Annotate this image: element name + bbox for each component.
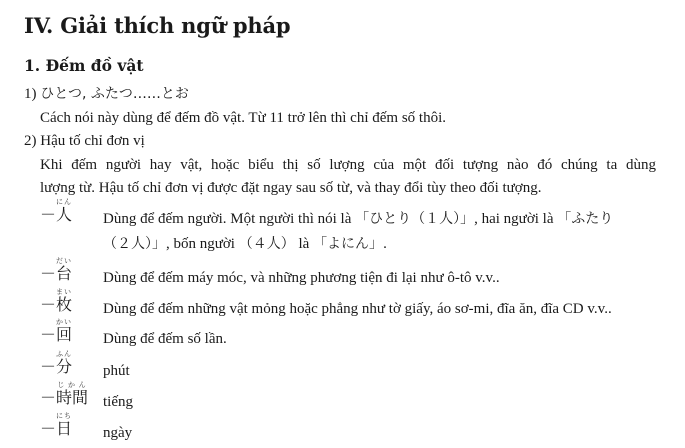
counter-nichi: [40, 412, 100, 439]
counter-jikan: [40, 381, 110, 408]
item-1-japanese: ひとつ, ふたつ……とお: [40, 86, 189, 102]
counter-nichi-description: ngày: [103, 425, 133, 441]
dash-symbol: －: [40, 205, 57, 224]
dash-symbol: －: [40, 264, 57, 283]
counter-kanji: 台だい: [56, 257, 73, 283]
counter-kai-description: Dùng để đếm số lần.: [103, 331, 227, 347]
item-2-paragraph-line-2: lượng từ. Hậu tố chỉ đơn vị được đặt ngay sau số từ, và thay đổi tùy theo đối tượng.: [40, 180, 542, 196]
dash-symbol: －: [40, 419, 57, 438]
counter-dai: [40, 257, 100, 284]
counter-nin-description-line-1: Dùng để đếm người. Một người thì nói là 「ひとり（１人）」, hai người là 「ふたり: [103, 211, 614, 227]
counter-kanji: 枚まい: [56, 288, 73, 314]
item-2-paragraph-line-1: Khi đếm người hay vật, hoặc biểu thị số lượng của một đối tượng nào đó chúng ta dùng: [40, 157, 656, 173]
dash-symbol: －: [40, 295, 57, 314]
counter-jikan-description: tiếng: [103, 394, 133, 410]
furigana: ふん: [56, 350, 73, 358]
section-title: IV. Giải thích ngữ pháp: [24, 13, 291, 38]
counter-mai-description: Dùng để đếm những vật mỏng hoặc phẳng như tờ giấy, áo sơ-mi, đĩa ăn, đĩa CD v.v..: [103, 301, 612, 317]
counter-kai: [40, 318, 100, 345]
counter-kanji: 日にち: [56, 412, 73, 438]
counter-kanji: 分ふん: [56, 350, 73, 376]
counter-dai-description: Dùng để đếm máy móc, và những phương tiện đi lại như ô-tô v.v..: [103, 270, 500, 286]
counter-fun-description: phút: [103, 363, 130, 379]
dash-symbol: －: [40, 388, 57, 407]
counter-kanji: 回かい: [56, 318, 73, 344]
item-1-description: Cách nói này dùng để đếm đồ vật. Từ 11 trở lên thì chỉ đếm số thôi.: [40, 110, 446, 126]
counter-kanji: 時間じかん: [56, 381, 89, 407]
dash-symbol: －: [40, 357, 57, 376]
counter-nin: [40, 198, 100, 225]
counter-nin-description-line-2: （２人）」, bốn người （４人） là 「よにん」.: [103, 236, 387, 252]
item-2-heading: 2) Hậu tố chỉ đơn vị: [24, 133, 145, 149]
counter-fun: [40, 350, 100, 377]
furigana: まい: [56, 288, 73, 296]
item-1-label: 1): [24, 86, 41, 102]
furigana: にち: [56, 412, 73, 420]
furigana: にん: [56, 198, 73, 206]
furigana: じかん: [56, 381, 89, 389]
furigana: かい: [56, 318, 73, 326]
counter-mai: [40, 288, 100, 315]
item-1-heading: [24, 84, 189, 104]
furigana: だい: [56, 257, 73, 265]
counter-kanji: 人にん: [56, 198, 73, 224]
subsection-title: 1. Đếm đồ vật: [24, 56, 144, 75]
dash-symbol: －: [40, 325, 57, 344]
